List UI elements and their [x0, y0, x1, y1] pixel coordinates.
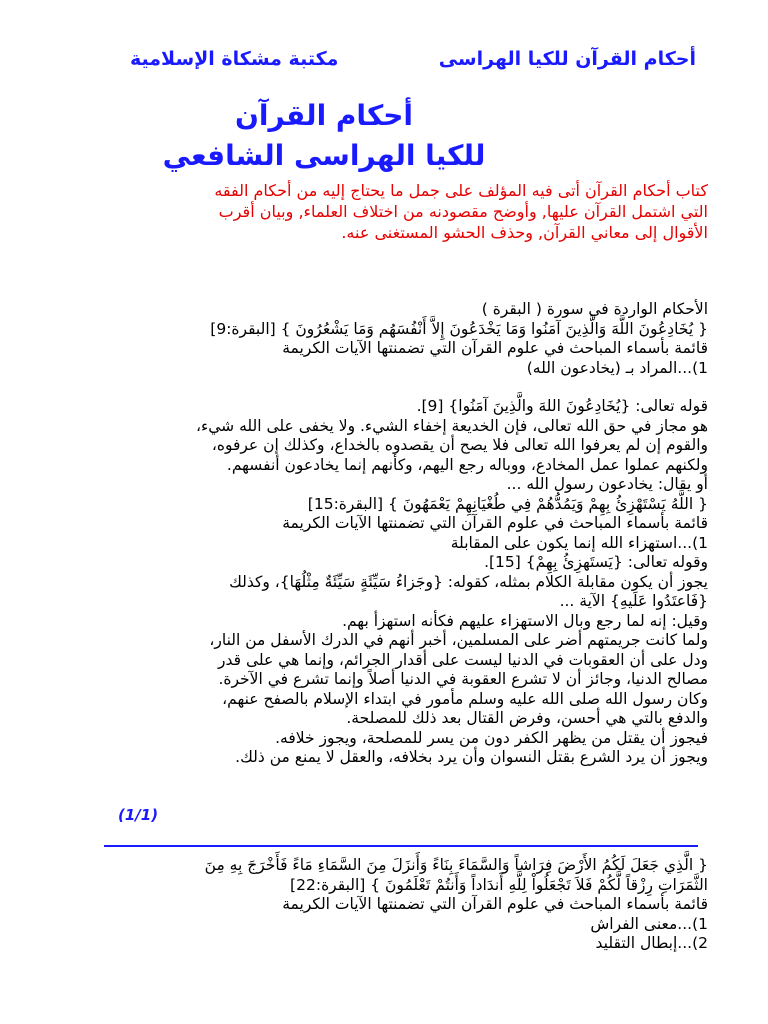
body-line: { يُخَادِعُونَ اللَّهَ وَالَّذِينَ آمَنُوا وَمَا يَخْدَعُونَ إِلاَّ أَنْفُسَهُم وَمَا يَشْعُرُونَ } [البقرة:9]	[210, 319, 708, 338]
intro-paragraph	[60, 180, 708, 243]
page-number: (1/1)	[118, 806, 159, 824]
body-line: 1)...استهزاء الله إنما يكون على المقابلة	[450, 533, 708, 552]
body-line: قائمة بأسماء المباحث في علوم القرآن التي تضمنتها الآيات الكريمة	[282, 895, 708, 913]
body-line: فيجوز أن يقتل من يظهر الكفر دون من يسر للمصلحة، ويجوز خلافه.	[275, 728, 708, 747]
body-line: 1)...المراد بـ (يخادعون الله)	[526, 358, 708, 377]
body-line: 2)...إبطال التقليد	[595, 934, 708, 952]
body-line: والقوم إن لم يعرفوا الله تعالى فلا يصح أن يقصدوه بالخداع، وكذلك إن عرفوه،	[211, 436, 708, 454]
body-line: { الَّذِي جَعَلَ لَكُمُ الأَرْضَ فِرَاشاً وَالسَّمَاءَ بِنَاءً وَأَنزَلَ مِنَ السَّمَاءِ مَاءً فَأَخْرَجَ بِهِ مِنَ	[204, 856, 708, 874]
body-line: { اللَّهُ يَسْتَهْزِئُ بِهِمْ وَيَمُدُّهُمْ فِي طُغْيَانِهِمْ يَعْمَهُونَ } [البقرة:15]	[307, 494, 708, 513]
body-line: الثَّمَرَاتِ رِزْقاً لَّكُمْ فَلاَ تَجْعَلُواْ لِلَّهِ أَندَاداً وَأَنتُمْ تَعْلَمُونَ } [البقرة:22]	[290, 875, 708, 894]
body-line: وقوله تعالى: {يَستَهزِئُ بِهِمْ} [15].	[484, 553, 708, 571]
body-line: أو يقال: يخادعون رسول الله ...	[506, 475, 708, 493]
book-title-line-2: للكيا الهراسى الشافعي	[162, 139, 486, 172]
running-header	[130, 48, 696, 70]
body-line: هو مجاز في حق الله تعالى، فإن الخديعة إخفاء الشيء. ولا يخفى على الله شيء،	[195, 416, 708, 435]
body-line: وقيل: إنه لما رجع وبال الاستهزاء عليهم فكأنه استهزأ بهم.	[342, 611, 708, 630]
intro-line: التي اشتمل القرآن عليها, وأوضح مقصودنه من اختلاف العلماء, وبيان أقرب	[218, 202, 708, 221]
body-text-next-page	[56, 856, 708, 954]
body-line: يجوز أن يكون مقابلة الكلام بمثله، كقوله: {وجَزاءُ سَيِّئَةٍ سَيِّئَةٌ مِثْلُهَا}، وكذلك	[229, 572, 708, 591]
body-text	[56, 300, 708, 768]
body-line: والدفع بالتي هي أحسن، وفرض القتال بعد ذلك للمصلحة.	[346, 709, 708, 727]
page-divider	[104, 845, 698, 847]
body-line: وكان رسول الله صلى الله عليه وسلم مأمور في ابتداء الإسلام بالصفح عنهم،	[222, 689, 708, 708]
intro-line: الأقوال إلى معاني القرآن, وحذف الحشو المستغنى عنه.	[341, 223, 708, 242]
body-line: ولكنهم عملوا عمل المخادع، ووباله رجع اليهم، وكأنهم إنما يخادعون أنفسهم.	[226, 455, 708, 474]
body-line: قائمة بأسماء المباحث في علوم القرآن التي تضمنتها الآيات الكريمة	[282, 339, 708, 357]
body-line: مصالح الدنيا، وجائز أن لا تشرع العقوبة في الدنيا أصلاً وإنما تشرع في الآخرة.	[218, 670, 708, 688]
header-library-name: مكتبة مشكاة الإسلامية	[130, 48, 339, 70]
header-book-title: أحكام القرآن للكيا الهراسى	[438, 48, 696, 70]
book-title-line-1: أحكام القرآن	[234, 99, 414, 132]
body-line: قوله تعالى: {يُخَادِعُونَ اللهَ والَّذِينَ آمَنُوا} [9].	[416, 397, 708, 415]
paragraph-gap	[56, 378, 708, 397]
body-line: {فَاعتَدُوا عَلَيهِ} الآية ...	[559, 592, 708, 610]
body-line: 1)...معنى الفراش	[590, 914, 708, 933]
body-line: الأحكام الواردة في سورة ( البقرة )	[481, 300, 708, 318]
intro-line: كتاب أحكام القرآن أتى فيه المؤلف على جمل ما يحتاج إليه من أحكام الفقه	[214, 181, 708, 200]
body-line: قائمة بأسماء المباحث في علوم القرآن التي تضمنتها الآيات الكريمة	[282, 514, 708, 532]
body-line: ولما كانت جريمتهم أضر على المسلمين، أخبر أنهم في الدرك الأسفل من النار،	[209, 631, 708, 649]
body-line: ودل على أن العقوبات في الدنيا ليست على أقدار الجرائم، وإنما هي على قدر	[217, 650, 708, 669]
book-title-block	[0, 96, 768, 176]
body-line: ويجوز أن يرد الشرع بقتل النسوان وأن يرد بخلافه، والعقل لا يمنع من ذلك.	[235, 748, 708, 766]
